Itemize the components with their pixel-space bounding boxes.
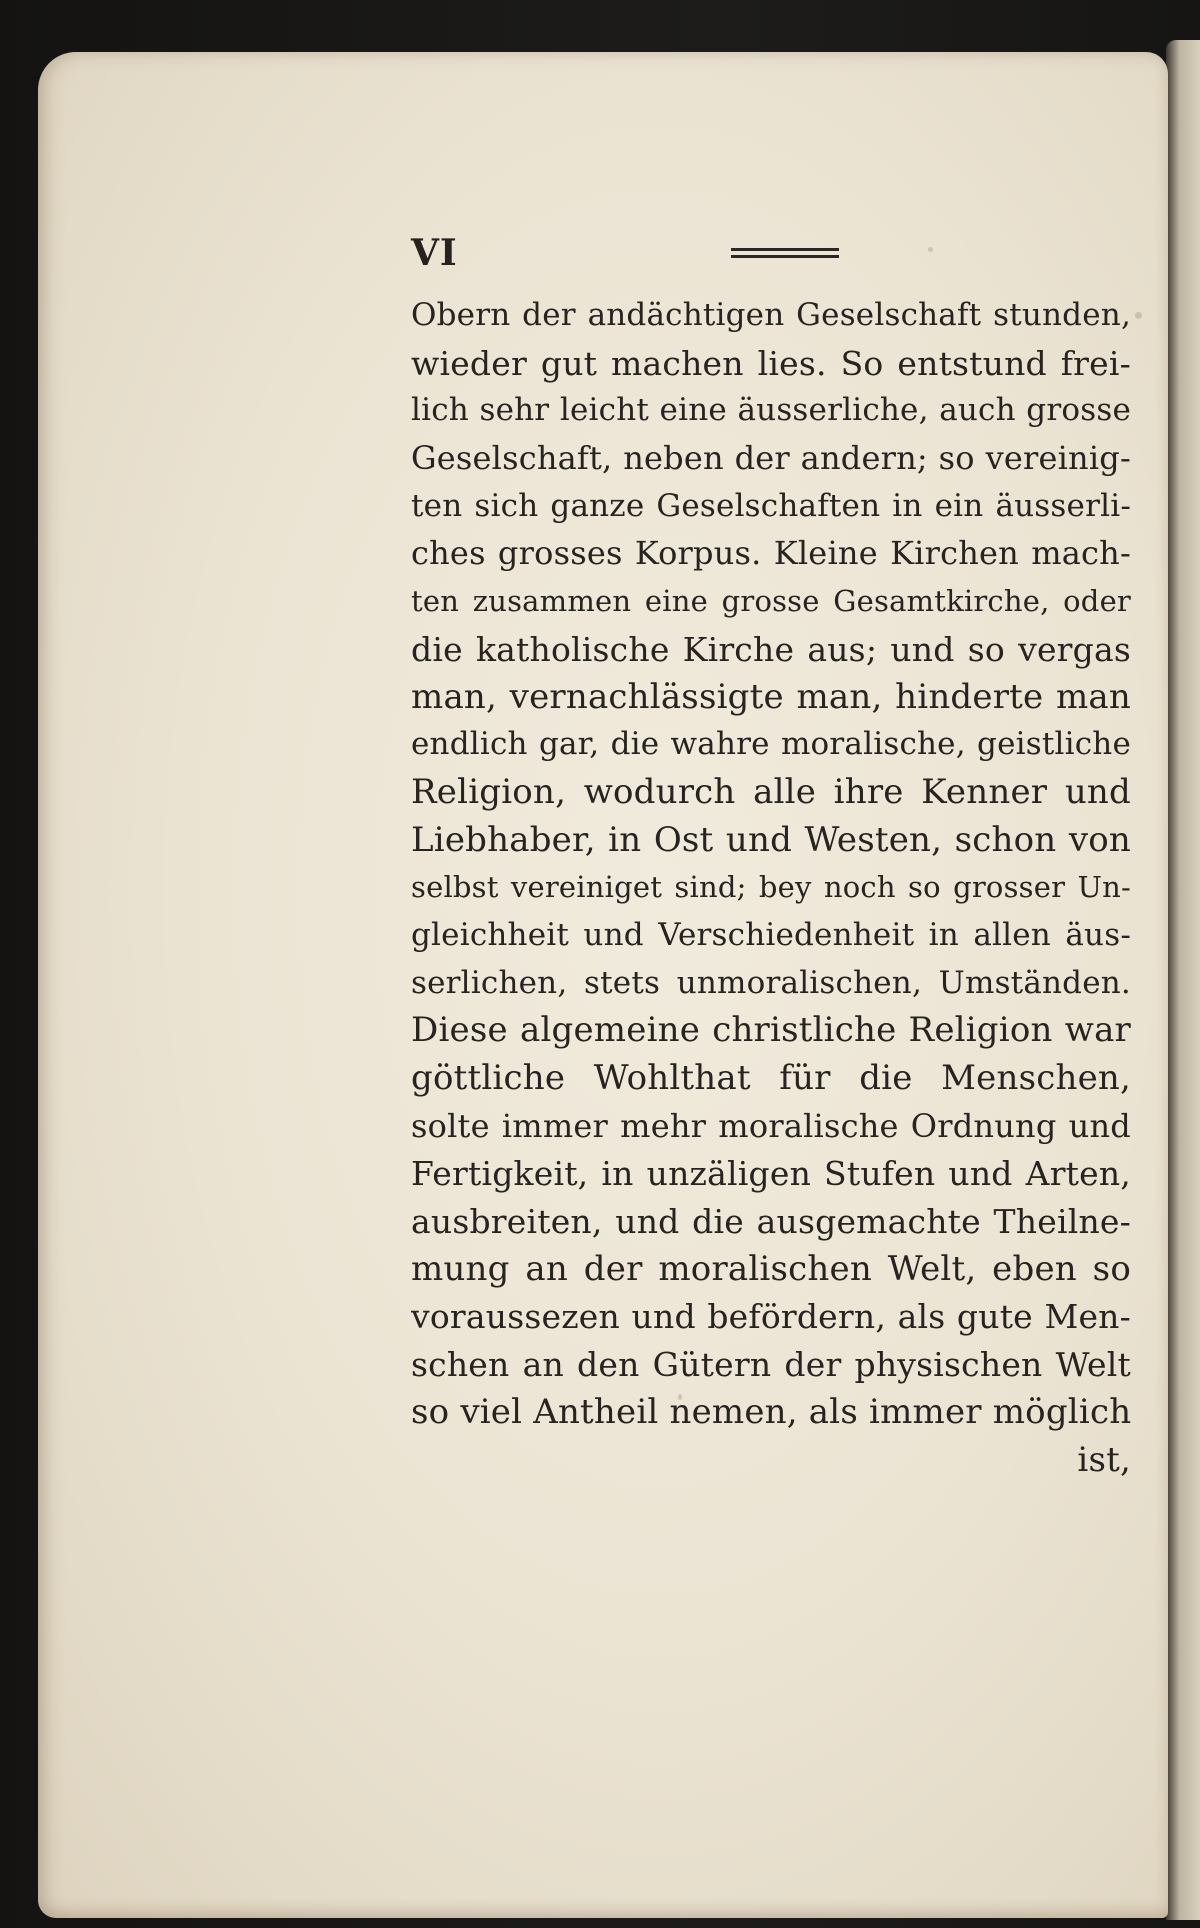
text-line: voraussezen und befördern, als gute Men- bbox=[411, 1297, 1131, 1337]
text-line: so viel Antheil nemen, als immer möglich bbox=[411, 1391, 1131, 1432]
text-line: gleichheit und Verschiedenheit in allen äus- bbox=[411, 916, 1131, 953]
book-page bbox=[38, 52, 1168, 1918]
text-line: man, vernachlässigte man, hinderte man bbox=[411, 676, 1131, 717]
text-line: selbst vereiniget sind; bey noch so grosser Un- bbox=[411, 870, 1131, 905]
text-line: Fertigkeit, in unzäligen Stufen und Arten, bbox=[411, 1154, 1131, 1194]
text-line: lich sehr leicht eine äusserliche, auch grosse bbox=[411, 392, 1131, 429]
next-page-edge bbox=[1166, 40, 1200, 1920]
page-number: VI bbox=[411, 232, 458, 274]
text-line: Diese algemeine christliche Religion war bbox=[411, 1010, 1131, 1051]
text-line: solte immer mehr moralische Ordnung und bbox=[411, 1106, 1131, 1145]
text-line: ches grosses Korpus. Kleine Kirchen mach- bbox=[411, 534, 1131, 573]
header-rule bbox=[731, 248, 839, 262]
text-line: endlich gar, die wahre moralische, geistliche bbox=[411, 726, 1131, 763]
text-line: Religion, wodurch alle ihre Kenner und bbox=[411, 771, 1131, 812]
text-line: göttliche Wohlthat für die Menschen, bbox=[411, 1058, 1131, 1098]
text-line: ten sich ganze Geselschaften in ein äusserli- bbox=[411, 487, 1131, 524]
text-line: serlichen, stets unmoralischen, Umständen. bbox=[411, 964, 1131, 1001]
text-line: ausbreiten, und die ausgemachte Theilne- bbox=[411, 1202, 1131, 1242]
text-line: mung an der moralischen Welt, eben so bbox=[411, 1248, 1131, 1289]
catchword: ist, bbox=[1077, 1439, 1131, 1480]
text-line: die katholische Kirche aus; und so vergas bbox=[411, 629, 1131, 669]
text-line: wieder gut machen lies. So entstund frei- bbox=[411, 343, 1131, 383]
text-area bbox=[411, 232, 1131, 1484]
paper-spot bbox=[1135, 312, 1142, 319]
text-line: ten zusammen eine grosse Gesamtkirche, oder bbox=[411, 584, 1131, 619]
text-line: Liebhaber, in Ost und Westen, schon von bbox=[411, 819, 1131, 860]
text-line: schen an den Gütern der physischen Welt bbox=[411, 1345, 1131, 1385]
text-line: Obern der andächtigen Geselschaft stunden, bbox=[411, 297, 1131, 333]
body-text bbox=[411, 292, 1131, 1484]
page-header bbox=[411, 232, 1131, 292]
text-line: Geselschaft, neben der andern; so vereinig- bbox=[411, 439, 1131, 478]
